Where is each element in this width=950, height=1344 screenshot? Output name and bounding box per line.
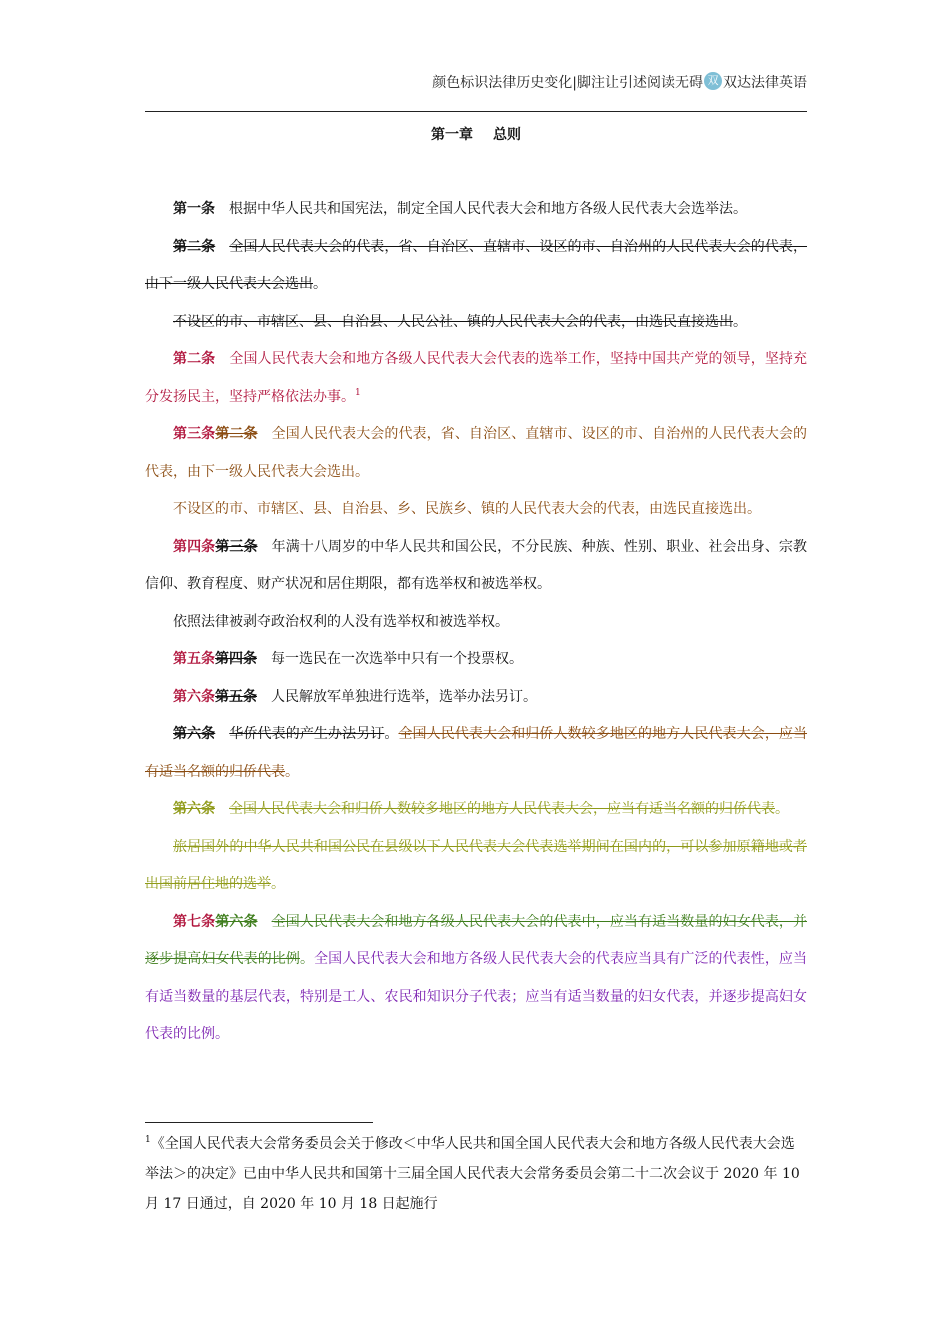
chapter-title: 总则 <box>493 127 521 143</box>
old-article-label: 第三条 <box>215 538 258 555</box>
article-label: 第六条 <box>173 688 215 705</box>
deleted-text: 全国人民代表大会和归侨人数较多地区的地方人民代表大会，应当有适当名额的归侨代表 <box>145 726 808 780</box>
article-text: 不设区的市、市辖区、县、自治县、乡、民族乡、镇的人民代表大会的代表，由选民直接选出。 <box>173 501 761 517</box>
article-7 <box>145 904 807 1054</box>
article-text: 人民解放军单独进行选举，选举办法另订。 <box>271 688 537 705</box>
article-2-new <box>145 341 807 416</box>
punctuation: 。 <box>733 313 747 330</box>
article-6-old-b-para-2 <box>145 829 807 904</box>
punctuation: 。 <box>775 801 789 817</box>
footnote-text: 《全国人民代表大会常务委员会关于修改＜中华人民共和国全国人民代表大会和地方各级人民代表大会选举法＞的决定》已由中华人民共和国第十三届全国人民代表大会常务委员会第二十二次会议于 2020 年 10 月 17 日通过，自 2020 年 10 月 18 日起施行 <box>145 1136 800 1212</box>
footnote-mark: 1 <box>145 1135 151 1145</box>
article-label: 第五条 <box>173 651 215 667</box>
article-label: 第六条 <box>173 726 216 742</box>
deleted-text: 全国人民代表大会和归侨人数较多地区的地方人民代表大会，应当有适当名额的归侨代表 <box>229 801 775 817</box>
document-body <box>145 191 807 1054</box>
article-label: 第七条 <box>173 913 216 930</box>
article-4 <box>145 529 807 604</box>
old-article-label: 第六条 <box>215 913 258 930</box>
deleted-text: 华侨代表的产生办法另订 <box>229 726 385 742</box>
article-label: 第六条 <box>173 801 215 817</box>
article-6-old-a <box>145 716 807 791</box>
chapter-number: 第一章 <box>431 127 473 143</box>
deleted-text: 全国人民代表大会和地方各级人民代表大会的代表中，应当有适当数量的妇女代表，并逐步提高妇女代表的比例 <box>145 913 808 967</box>
punctuation: 。 <box>384 726 399 742</box>
old-article-label: 第五条 <box>215 688 257 705</box>
footnote-ref[interactable]: 1 <box>355 387 361 398</box>
header-text: 颜色标识法律历史变化|脚注让引述阅读无碍 <box>432 75 703 91</box>
header-divider <box>145 111 807 112</box>
article-6-old-b <box>145 791 807 829</box>
punctuation: 。 <box>285 763 299 780</box>
punctuation: 。 <box>299 951 315 967</box>
punctuation: 。 <box>313 276 327 292</box>
article-label: 第二条 <box>173 351 216 367</box>
old-article-label: 第二条 <box>215 426 258 442</box>
logo-icon: 双 <box>704 72 722 90</box>
header-brand: 双达法律英语 <box>723 75 807 91</box>
article-4-para-2 <box>145 604 807 642</box>
article-text: 根据中华人民共和国宪法，制定全国人民代表大会和地方各级人民代表大会选举法。 <box>229 201 747 217</box>
chapter-heading <box>145 122 807 148</box>
article-text: 全国人民代表大会的代表，省、自治区、直辖市、设区的市、自治州的人民代表大会的代表，由下一级人民代表大会选出。 <box>145 426 808 480</box>
article-2-old-para-2 <box>145 304 807 342</box>
deleted-text: 不设区的市、市辖区、县、自治县、人民公社、镇的人民代表大会的代表，由选民直接选出 <box>173 313 733 330</box>
article-1 <box>145 191 807 229</box>
deleted-text: 全国人民代表大会的代表，省、自治区、直辖市、设区的市、自治州的人民代表大会的代表，由下一级人民代表大会选出 <box>145 238 808 292</box>
old-article-label: 第四条 <box>215 651 257 667</box>
article-label: 第三条 <box>173 426 216 442</box>
article-5 <box>145 641 807 679</box>
article-text: 依照法律被剥夺政治权利的人没有选举权和被选举权。 <box>173 613 509 630</box>
inserted-text: 全国人民代表大会和地方各级人民代表大会的代表应当具有广泛的代表性，应当有适当数量的基层代表，特别是工人、农民和知识分子代表；应当有适当数量的妇女代表，并逐步提高妇女代表的比例。 <box>145 951 808 1042</box>
article-2-old <box>145 229 807 304</box>
article-label: 第二条 <box>173 238 216 255</box>
article-text: 每一选民在一次选举中只有一个投票权。 <box>271 651 523 667</box>
article-3 <box>145 416 807 491</box>
inserted-text: 全国人民代表大会和地方各级人民代表大会代表的选举工作，坚持中国共产党的领导，坚持充分发扬民主，坚持严格依法办事。 <box>145 351 808 405</box>
article-6 <box>145 679 807 717</box>
punctuation: 。 <box>271 876 285 892</box>
article-text: 年满十八周岁的中华人民共和国公民，不分民族、种族、性别、职业、社会出身、宗教信仰、教育程度、财产状况和居住期限，都有选举权和被选举权。 <box>145 538 808 592</box>
article-label: 第一条 <box>173 201 215 217</box>
footnote-divider <box>145 1122 373 1123</box>
article-3-para-2 <box>145 491 807 529</box>
deleted-text: 旅居国外的中华人民共和国公民在县级以下人民代表大会代表选举期间在国内的，可以参加原籍地或者出国前居住地的选举 <box>145 838 807 892</box>
page-header <box>145 68 807 98</box>
footnote <box>145 1129 807 1219</box>
article-label: 第四条 <box>173 538 216 555</box>
